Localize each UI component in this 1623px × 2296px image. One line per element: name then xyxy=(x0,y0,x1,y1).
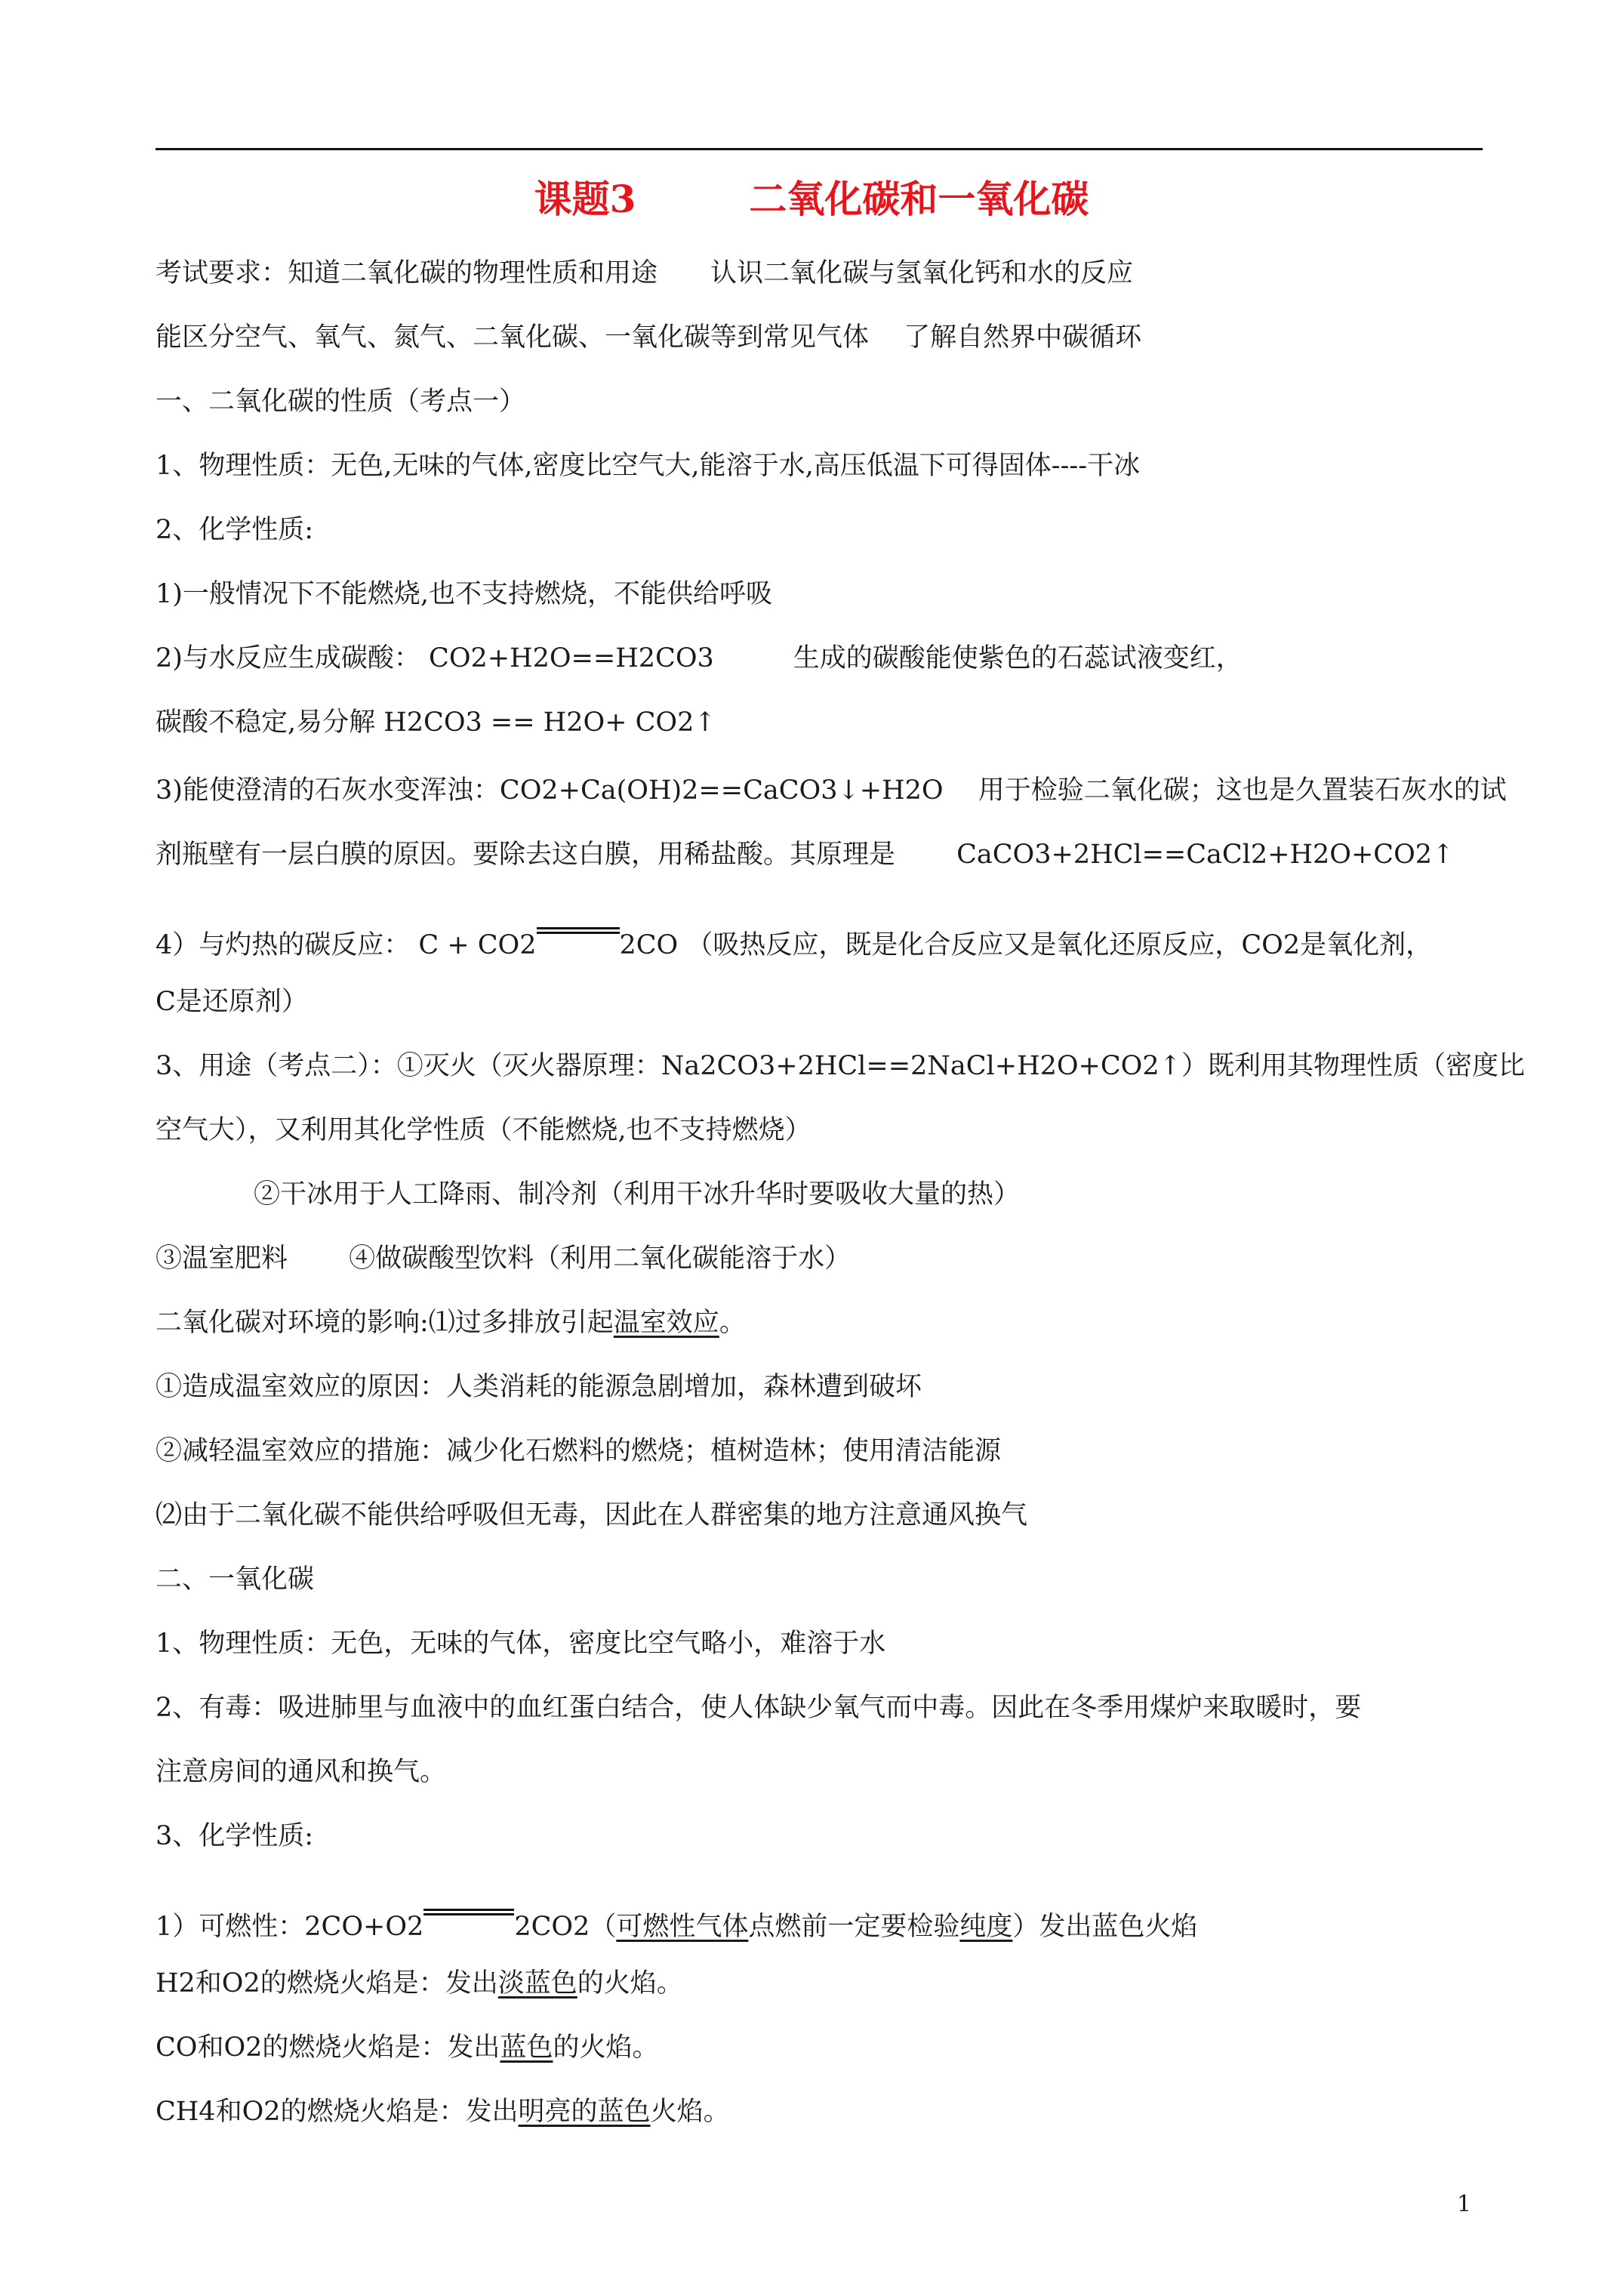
co2-ventilation: ⑵由于二氧化碳不能供给呼吸但无毒，因此在人群密集的地方注意通风换气 xyxy=(156,1500,1028,1530)
co2-property-4-cont: C是还原剂） xyxy=(156,987,308,1017)
greenhouse-measures: ②减轻温室效应的措施：减少化石燃料的燃烧；植树造林；使用清洁能源 xyxy=(156,1436,1002,1466)
co2-physical-properties: 1、物理性质：无色,无味的气体,密度比空气大,能溶于水,高压低温下可得固体----干冰 xyxy=(156,451,1141,481)
reaction-condition-mark xyxy=(537,929,620,962)
section-heading-co: 二、一氧化碳 xyxy=(156,1564,315,1595)
header-rule xyxy=(156,148,1483,150)
h2-flame: H2和O2的燃烧火焰是：发出淡蓝色的火焰。 xyxy=(156,1968,683,1999)
co2-use-dry-ice: ②干冰用于人工降雨、制冷剂（利用干冰升华时要吸收大量的热） xyxy=(254,1179,1021,1210)
page-number: 1 xyxy=(1457,2191,1472,2217)
co2-property-1: 1)一般情况下不能燃烧,也不支持燃烧，不能供给呼吸 xyxy=(156,579,773,609)
co2-environment-impact: 二氧化碳对环境的影响:⑴过多排放引起温室效应。 xyxy=(156,1308,746,1338)
exam-requirements-line-2: 能区分空气、氧气、氮气、二氧化碳、一氧化碳等到常见气体 了解自然界中碳循环 xyxy=(156,322,1142,353)
section-heading-co2: 一、二氧化碳的性质（考点一） xyxy=(156,387,526,417)
reaction-condition-mark xyxy=(423,1910,514,1943)
co2-use-greenhouse: ③温室肥料 ④做碳酸型饮料（利用二氧化碳能溶于水） xyxy=(156,1244,852,1274)
page-title xyxy=(0,177,1623,222)
lesson-number: 课题3 xyxy=(534,177,636,221)
co2-chemical-properties-heading: 2、化学性质: xyxy=(156,515,314,545)
ch4-flame: CH4和O2的燃烧火焰是：发出明亮的蓝色火焰。 xyxy=(156,2097,730,2127)
greenhouse-cause: ①造成温室效应的原因：人类消耗的能源急剧增加，森林遭到破坏 xyxy=(156,1372,922,1402)
co-flame: CO和O2的燃烧火焰是：发出蓝色的火焰。 xyxy=(156,2032,659,2063)
co2-property-3: 3)能使澄清的石灰水变浑浊：CO2+Ca(OH)2==CaCO3↓+H2O 用于检验二氧化碳；这也是久置装石灰水的试 xyxy=(156,775,1507,806)
co-chemical-properties-heading: 3、化学性质: xyxy=(156,1821,314,1851)
co2-property-4: 4）与灼热的碳反应： C + CO2 2CO （吸热反应，既是化合反应又是氧化还原反应，CO2是氧化剂， xyxy=(156,930,1433,960)
co-toxicity-cont: 注意房间的通风和换气。 xyxy=(156,1757,447,1787)
co-toxicity: 2、有毒：吸进肺里与血液中的血红蛋白结合，使人体缺少氧气而中毒。因此在冬季用煤炉来取暖时，要 xyxy=(156,1693,1362,1723)
co-combustibility: 1）可燃性：2CO+O2 2CO2（可燃性气体点燃前一定要检验纯度）发出蓝色火焰 xyxy=(156,1912,1198,1942)
exam-requirements-line-1: 考试要求：知道二氧化碳的物理性质和用途 认识二氧化碳与氢氧化钙和水的反应 xyxy=(156,258,1134,288)
co2-uses-cont: 空气大），又利用其化学性质（不能燃烧,也不支持燃烧） xyxy=(156,1115,812,1145)
co2-property-2: 2)与水反应生成碳酸： CO2+H2O==H2CO3 生成的碳酸能使紫色的石蕊试液变红， xyxy=(156,643,1243,673)
carbonic-acid-decompose: 碳酸不稳定,易分解 H2CO3 == H2O+ CO2↑ xyxy=(156,707,716,738)
co-physical-properties: 1、物理性质：无色，无味的气体，密度比空气略小，难溶于水 xyxy=(156,1629,886,1659)
co2-uses: 3、用途（考点二）：①灭火（灭火器原理：Na2CO3+2HCl==2NaCl+H2O+CO2↑）既利用其物理性质（密度比 xyxy=(156,1051,1525,1081)
co2-property-3-cont: 剂瓶壁有一层白膜的原因。要除去这白膜，用稀盐酸。其原理是 CaCO3+2HCl==CaCl2+H2O+CO2↑ xyxy=(156,840,1455,870)
lesson-topic: 二氧化碳和一氧化碳 xyxy=(749,177,1089,221)
